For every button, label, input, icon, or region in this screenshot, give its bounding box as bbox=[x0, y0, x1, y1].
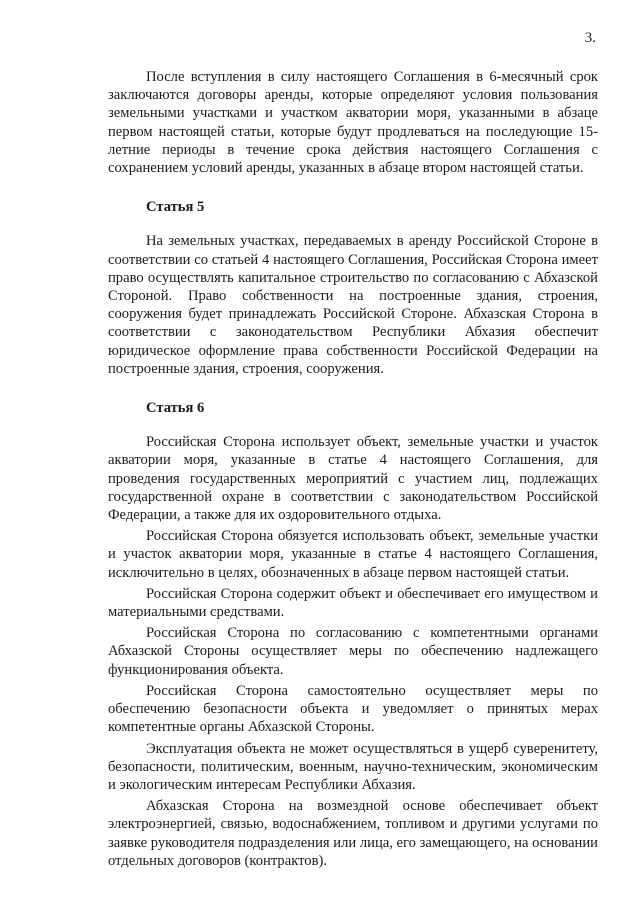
article-6-paragraph-1: Российская Сторона использует объект, земельные участки и участок акватории моря, указанные в статье 4 настоящего Соглашения, для проведения государственных мероприятий с участием лиц, подлежащих государственной охране в соответствии с законодательством Российской Федерации, а также для их оздоровительного отдыха. bbox=[108, 434, 598, 524]
article-5-paragraph-1: На земельных участках, передаваемых в аренду Российской Стороне в соответствии со статьей 4 настоящего Соглашения, Российская Сторона имеет право осуществлять капитальное строительство по согласованию с Абхазской Стороной. Право собственности на построенные здания, строения, сооружения будет принадлежать Российской Стороне. Абхазская Сторона в соответствии с законодательством Республики Абхазия обеспечит юридическое оформление права собственности Российской Федерации на построенные здания, строения, сооружения. bbox=[108, 233, 598, 377]
article-6-paragraph-7: Абхазская Сторона на возмездной основе обеспечивает объект электроэнергией, связью, водоснабжением, топливом и другими услугами по заявке руководителя подразделения или лица, его замещающего, на основании отдельных договоров (контрактов). bbox=[108, 798, 598, 869]
article-6-paragraph-5: Российская Сторона самостоятельно осуществляет меры по обеспечению безопасности объекта и уведомляет о принятых мерах компетентные органы Абхазской Стороны. bbox=[108, 682, 598, 736]
intro-paragraph: После вступления в силу настоящего Соглашения в 6-месячный срок заключаются договоры аренды, которые определяют условия пользования земельными участками и участком акватории моря, указанными в абзаце первом настоящей статьи, которые будут продлеваться на последующие 15-летние периоды в течение срока действия настоящего Соглашения с сохранением условий аренды, указанных в абзаце втором настоящей статьи. bbox=[108, 69, 598, 177]
article-6-paragraph-3: Российская Сторона содержит объект и обеспечивает его имуществом и материальными средствами. bbox=[108, 585, 598, 621]
article-6-paragraph-6: Эксплуатация объекта не может осуществляться в ущерб суверенитету, безопасности, политическим, военным, научно-техническим, экономическим и экологическим интересам Республики Абхазия. bbox=[108, 740, 598, 793]
article-6-heading: Статья 6 bbox=[146, 400, 205, 417]
page-number: 3. bbox=[584, 30, 596, 46]
article-5-heading: Статья 5 bbox=[146, 199, 205, 216]
article-6-paragraph-4: Российская Сторона по согласованию с компетентными органами Абхазской Стороны осуществляет меры по обеспечению надлежащего функционирования объекта. bbox=[108, 625, 598, 678]
article-6-paragraph-2: Российская Сторона обязуется использовать объект, земельные участки и участок акватории моря, указанные в статье 4 настоящего Соглашения, исключительно в целях, обозначенных в абзаце первом настоящей статьи. bbox=[108, 528, 598, 581]
